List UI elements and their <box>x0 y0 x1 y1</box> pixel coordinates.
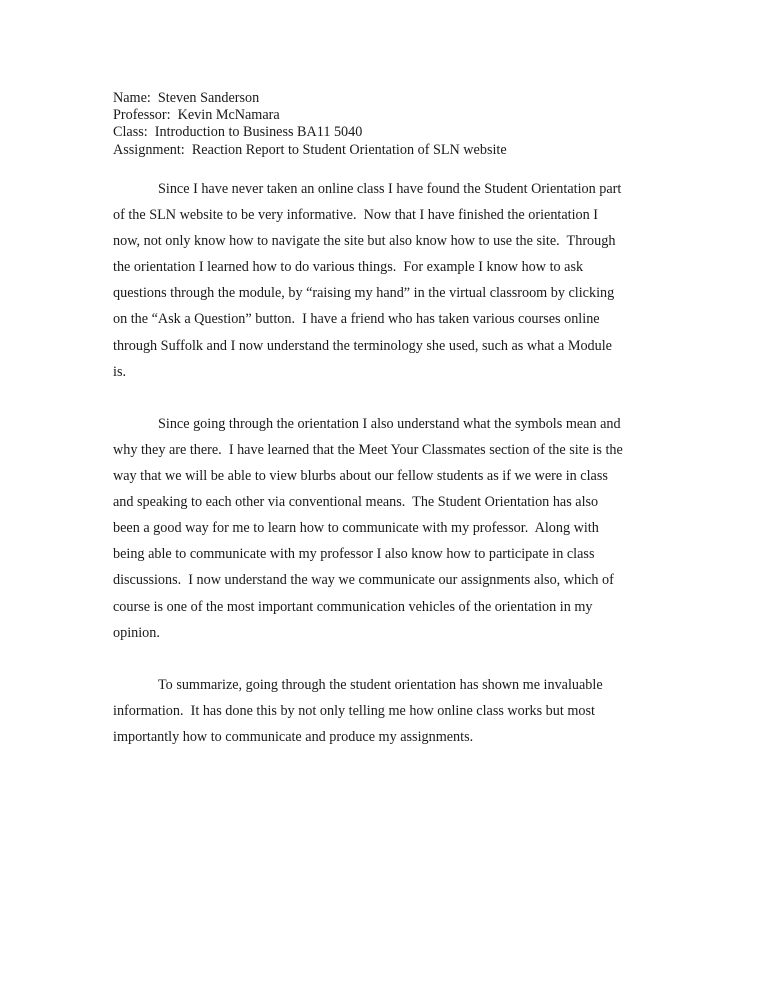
paragraph-line: To summarize, going through the student orientation has shown me invaluable <box>158 676 603 693</box>
paragraph-line: the orientation I learned how to do various things. For example I know how to ask <box>113 259 584 276</box>
paragraph-3 <box>113 672 658 750</box>
paragraph-line: is. <box>113 363 127 380</box>
paragraph-line: being able to communicate with my professor I also know how to participate in class <box>113 546 595 563</box>
paragraph-line: importantly how to communicate and produce my assignments. <box>113 728 474 745</box>
paragraph-line: questions through the module, by “raising my hand” in the virtual classroom by clicking <box>113 285 615 302</box>
class-line: Class: Introduction to Business BA11 5040 <box>113 124 363 141</box>
paragraph-line: and speaking to each other via conventional means. The Student Orientation has also <box>113 494 599 511</box>
paragraph-line: way that we will be able to view blurbs about our fellow students as if we were in class <box>113 468 608 485</box>
paragraph-line: opinion. <box>113 624 160 641</box>
paragraph-line: now, not only know how to navigate the site but also know how to use the site. Through <box>113 233 616 250</box>
paragraph-line: on the “Ask a Question” button. I have a friend who has taken various courses online <box>113 311 600 328</box>
paragraph-line: through Suffolk and I now understand the terminology she used, such as what a Module <box>113 337 612 354</box>
paragraph-line: discussions. I now understand the way we communicate our assignments also, which of <box>113 572 614 589</box>
student-name-line: Name: Steven Sanderson <box>113 90 260 106</box>
document-body <box>113 176 658 776</box>
paragraph-1 <box>113 176 658 385</box>
professor-line: Professor: Kevin McNamara <box>113 107 280 124</box>
paragraph-line: course is one of the most important communication vehicles of the orientation in my <box>113 598 593 615</box>
paragraph-line: of the SLN website to be very informative. Now that I have finished the orientation I <box>113 207 599 224</box>
paragraph-line: information. It has done this by not only telling me how online class works but most <box>113 702 595 719</box>
assignment-line: Assignment: Reaction Report to Student Orientation of SLN website <box>113 141 507 158</box>
paragraph-line: Since I have never taken an online class I have found the Student Orientation part <box>158 181 622 197</box>
paragraph-line: Since going through the orientation I also understand what the symbols mean and <box>158 415 621 432</box>
paragraph-2 <box>113 411 658 646</box>
paragraph-line: why they are there. I have learned that the Meet Your Classmates section of the site is the <box>113 441 623 458</box>
document-header <box>113 90 673 159</box>
paragraph-line: been a good way for me to learn how to communicate with my professor. Along with <box>113 520 599 537</box>
